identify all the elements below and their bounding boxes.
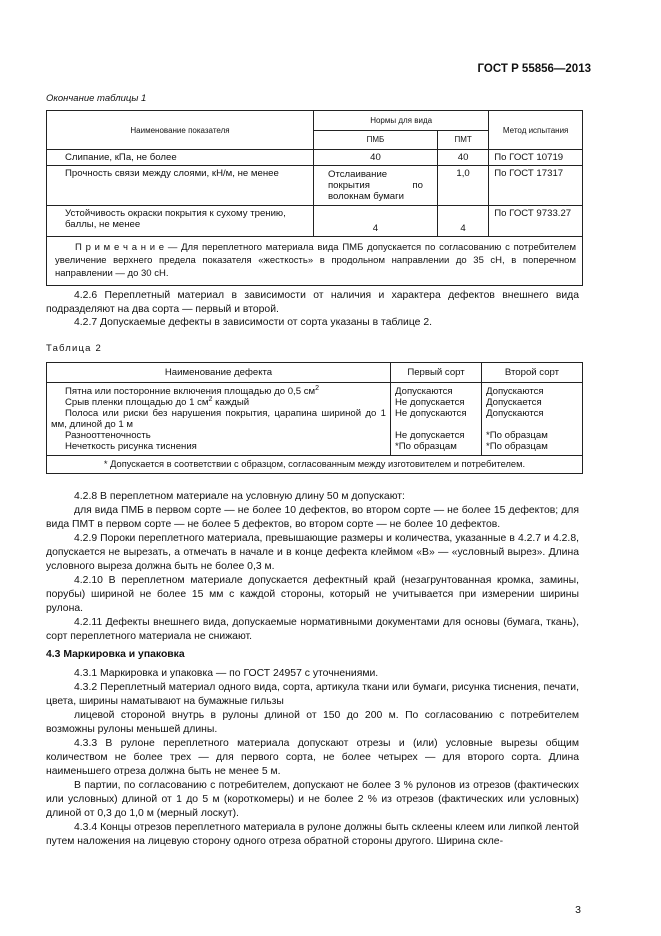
table2-cell-second: Допускаются	[482, 408, 583, 430]
table2-cell-second: Допускаются	[482, 383, 583, 398]
table1	[46, 110, 583, 286]
table1-header-pmt: ПМТ	[437, 130, 488, 150]
table1-note	[47, 237, 583, 286]
table-row	[47, 206, 583, 237]
table1-cell-method: По ГОСТ 10719	[489, 150, 583, 166]
paragraph-4-2-6: 4.2.6 Переплетный материал в зависимости от наличия и характера дефектов внешнего вида подразделяют на два сорта — первый и второй.	[46, 290, 579, 315]
table2-name-text: Срыв пленки площадью до 1 см	[65, 397, 209, 408]
table1-cell-method: По ГОСТ 17317	[489, 166, 583, 206]
table2	[46, 362, 583, 474]
table1-cell-pmt: 40	[437, 150, 488, 166]
table2-caption: Таблица 2	[46, 343, 102, 354]
table1-header-norms: Нормы для вида	[313, 111, 488, 131]
table-row	[47, 430, 583, 441]
table2-cell-second: *По образцам	[482, 441, 583, 456]
table2-name-sup: 2	[315, 385, 319, 392]
table-row	[47, 397, 583, 408]
table2-cell-first: *По образцам	[391, 441, 482, 456]
paragraph-4-2-7: 4.2.7 Допускаемые дефекты в зависимости от сорта указаны в таблице 2.	[74, 317, 432, 328]
table2-name-tail: каждый	[212, 397, 250, 408]
table1-header-pmb: ПМБ	[313, 130, 437, 150]
table2-header-second: Второй сорт	[482, 363, 583, 383]
table2-cell-name	[47, 383, 391, 398]
table1-cell-pmb: 4	[313, 206, 437, 237]
table2-cell-name: Разнооттеночность	[47, 430, 391, 441]
table1-cell-pmt: 1,0	[437, 166, 488, 206]
table1-header-method: Метод испытания	[489, 111, 583, 150]
table-row	[47, 383, 583, 398]
table1-cell-pmb: 40	[313, 150, 437, 166]
table2-cell-name: Нечеткость рисунка тиснения	[47, 441, 391, 456]
table2-cell-name	[47, 397, 391, 408]
table1-cell-name: Прочность связи между слоями, кН/м, не менее	[47, 166, 314, 206]
paragraph-4-2-10: 4.2.10 В переплетном материале допускается дефектный край (незагрунтованная кромка, замины, порубы) шириной не более 15 мм с каждой стороны, который не учитывается при измерении ширины рулона.	[46, 575, 579, 614]
table2-cell-first: Не допускается	[391, 430, 482, 441]
paragraph-4-3-3: 4.3.3 В рулоне переплетного материала допускают отрезы и (или) условные вырезы общим количеством не более трех — для первого сорта, не более четырех — для второго сорта. Длина наименьшего отреза должна быть не менее 5 м.	[46, 738, 579, 777]
table1-header-name: Наименование показателя	[47, 111, 314, 150]
table2-header-name: Наименование дефекта	[47, 363, 391, 383]
table2-footnote: * Допускается в соответствии с образцом, согласованным между изготовителем и потребителем.	[47, 456, 583, 474]
section-4-3-title: 4.3 Маркировка и упаковка	[46, 649, 185, 660]
paragraph-4-2-11: 4.2.11 Дефекты внешнего вида, допускаемые нормативными документами для основы (бумага, ткань), сорт переплетного материала не снижают.	[46, 617, 579, 642]
paragraph-4-3-4: 4.3.4 Концы отрезов переплетного материала в рулоне должны быть склеены клеем или липкой лентой путем наложения на лицевую сторону одного отреза обратной стороны другого. Ширина скле-	[46, 822, 579, 847]
table2-cell-first: Не допускаются	[391, 408, 482, 430]
table-row	[47, 166, 583, 206]
table1-cell-name: Слипание, кПа, не более	[47, 150, 314, 166]
paragraph-4-3-1: 4.3.1 Маркировка и упаковка — по ГОСТ 24957 с уточнениями.	[74, 668, 379, 679]
table2-cell-second: Допускается	[482, 397, 583, 408]
table-row	[47, 408, 583, 430]
page-number: 3	[575, 904, 581, 916]
table-row	[47, 150, 583, 166]
document-number: ГОСТ Р 55856—2013	[477, 63, 591, 75]
table1-cell-method: По ГОСТ 9733.27	[489, 206, 583, 237]
table-row	[47, 441, 583, 456]
table1-caption: Окончание таблицы 1	[46, 93, 147, 104]
paragraph-4-2-9: 4.2.9 Пороки переплетного материала, превышающие размеры и количества, указанные в 4.2.7 и 4.2.8, допускается не вырезать, а отмечать в начале и в конце дефекта клеймом «В» — «условный вырез». Длина условного выреза должна быть не более 0,3 м.	[46, 533, 579, 572]
paragraph-4-2-8: 4.2.8 В переплетном материале на условную длину 50 м допускают:	[74, 491, 405, 502]
table2-cell-second: *По образцам	[482, 430, 583, 441]
table1-cell-pmb: Отслаивание покрытия по волокнам бумаги	[313, 166, 437, 206]
table2-header-first: Первый сорт	[391, 363, 482, 383]
paragraph-4-3-3-cont: В партии, по согласованию с потребителем, допускают не более 3 % рулонов из отрезов (фактических или условных) длиной от 1 до 5 м (короткомеры) и не более 2 % из отрезов (фактических или условных) длиной от 0,3 до 1,0 м (мерный лоскут).	[46, 780, 579, 819]
paragraph-4-3-2-cont: лицевой стороной внутрь в рулоны длиной от 150 до 200 м. По согласованию с потребителем возможны рулоны меньшей длины.	[46, 710, 579, 735]
table2-cell-first: Не допускается	[391, 397, 482, 408]
table1-cell-pmt: 4	[437, 206, 488, 237]
paragraph-4-2-8-detail: для вида ПМБ в первом сорте — не более 10 дефектов, во втором сорте — не более 15 дефектов; для вида ПМТ в первом сорте — не более 5 дефектов, во втором сорте — не более 10 дефектов.	[46, 505, 579, 530]
paragraph-4-3-2: 4.3.2 Переплетный материал одного вида, сорта, артикула ткани или бумаги, рисунка тиснения, печати, цвета, ширины наматывают на бумажные гильзы	[46, 682, 579, 707]
table2-name-sup: 2	[208, 396, 213, 403]
note-text: — Для переплетного материала вида ПМБ допускается по согласованию с потребителем увеличение верхнего предела показателя «жесткость» в продольном направлении до 35 сН, в поперечном направлении — до 30 сН.	[55, 242, 576, 279]
table2-cell-first: Допускаются	[391, 383, 482, 398]
table1-cell-name: Устойчивость окраски покрытия к сухому трению, баллы, не менее	[47, 206, 314, 237]
table2-cell-name: Полоса или риски без нарушения покрытия, царапина шириной до 1 мм, длиной до 1 м	[47, 408, 391, 430]
table2-name-text: Пятна или посторонние включения площадью до 0,5 см	[65, 386, 316, 397]
note-label: П р и м е ч а н и е	[75, 242, 165, 253]
